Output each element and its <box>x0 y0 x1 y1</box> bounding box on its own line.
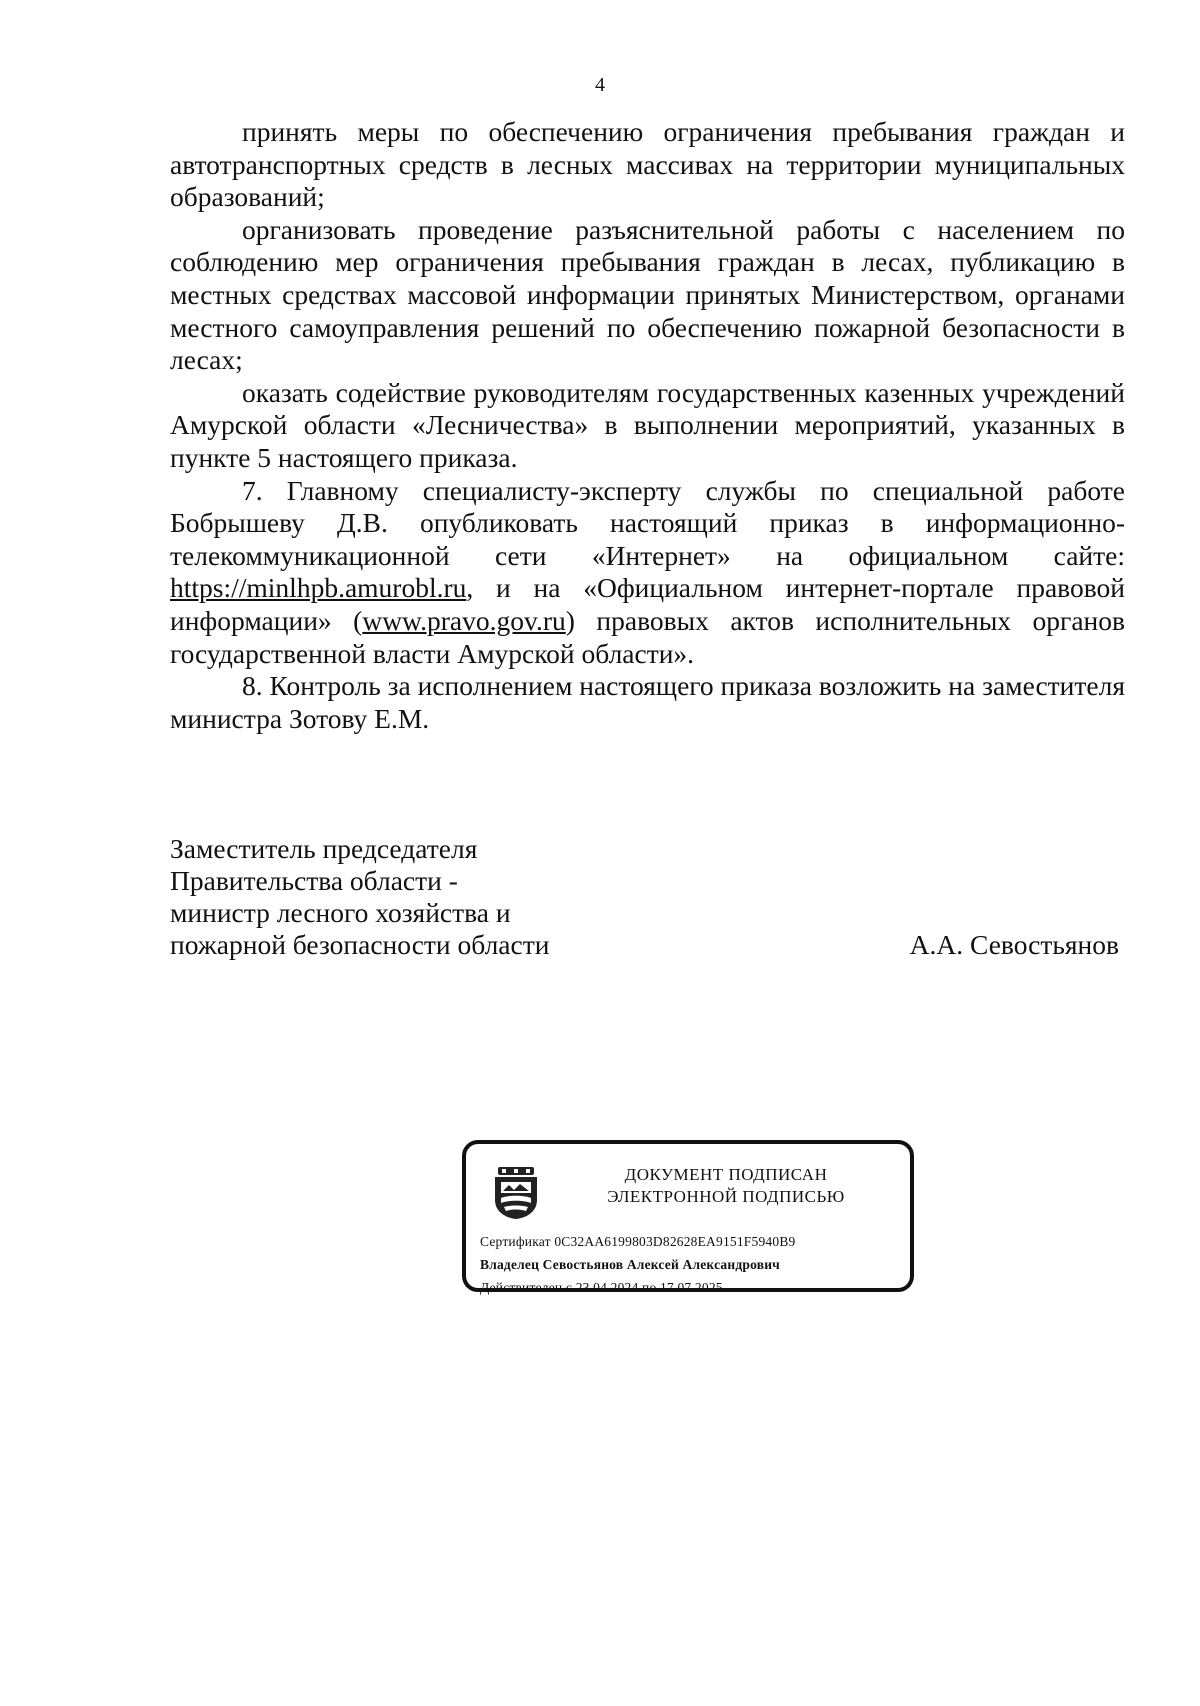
position-line: министр лесного хозяйства и <box>170 897 511 928</box>
pravo-portal-link[interactable]: www.pravo.gov.ru <box>362 604 566 636</box>
certificate-value: 0C32AA6199803D82628EA9151F5940B9 <box>554 1234 796 1249</box>
valid-from-date: 23.04.2024 <box>575 1280 639 1295</box>
certificate-label: Сертификат <box>480 1234 551 1249</box>
paragraph-explanatory-work: организовать проведение разъяснительной работы с населением по соблюдению мер ограничения пребывания граждан в лесах, публикацию в местных средствах массовой информации принятых Министерством, органами местного самоуправления решений по обеспечению пожарной безопасности в лесах; <box>170 213 1125 376</box>
item7-text-middle: , и на «Официальном интернет-портале правовой информации» ( <box>170 572 1125 636</box>
owner-label: Владелец <box>480 1257 540 1272</box>
signature-block <box>170 833 1125 961</box>
position-line: Заместитель председателя <box>170 833 478 864</box>
paragraph-assistance: оказать содействие руководителям государственных казенных учреждений Амурской области «Лесничества» в выполнении мероприятий, указанных в пункте 5 настоящего приказа. <box>170 376 1125 473</box>
coat-of-arms-icon <box>492 1166 540 1220</box>
owner-value: Севостьянов Алексей Александрович <box>542 1257 780 1272</box>
ministry-site-link[interactable]: https://minlhpb.amurobl.ru <box>170 572 467 604</box>
certificate-line <box>480 1230 795 1253</box>
validity-line <box>480 1276 795 1299</box>
valid-to-word: по <box>642 1280 657 1295</box>
valid-to-date: 17.07.2025 <box>659 1280 723 1295</box>
position-line: Правительства области - <box>170 865 458 896</box>
stamp-title-line: ДОКУМЕНТ ПОДПИСАН <box>624 1165 828 1184</box>
item7-text-after: ) правовых актов исполнительных органов государственной власти Амурской области». <box>170 604 1125 669</box>
stamp-title <box>566 1164 886 1208</box>
position-line: пожарной безопасности области <box>170 929 550 960</box>
valid-from-word: с <box>565 1280 573 1295</box>
owner-line <box>480 1253 795 1276</box>
paragraph-item-8: 8. Контроль за исполнением настоящего приказа возложить на заместителя министра Зотову Е.М. <box>170 670 1125 734</box>
paragraph-measures: принять меры по обеспечению ограничения пребывания граждан и автотранспортных средств в лесных массивах на территории муниципальных образований; <box>170 116 1125 213</box>
stamp-title-line: ЭЛЕКТРОННОЙ ПОДПИСЬЮ <box>607 1187 845 1206</box>
valid-label: Действителен <box>480 1280 563 1295</box>
electronic-signature-stamp <box>462 1140 914 1295</box>
paragraph-item-7 <box>170 475 1125 671</box>
stamp-details <box>480 1230 795 1299</box>
page-number: 4 <box>595 74 605 96</box>
item7-text-before: 7. Главному специалисту-эксперту службы по специальной работе Бобрышеву Д.В. опубликовать настоящий приказ в информационно-телекоммуникационной сети «Интернет» на официальном сайте: <box>170 474 1125 571</box>
signatory-name: А.А. Севостьянов <box>909 929 1119 960</box>
document-body <box>170 116 1125 735</box>
